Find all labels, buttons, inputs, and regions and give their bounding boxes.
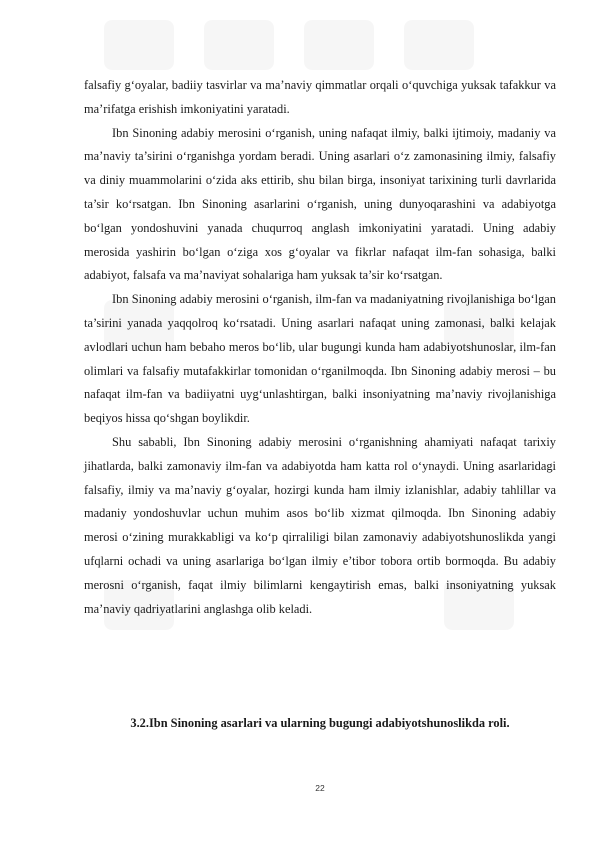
paragraph: falsafiy g‘oyalar, badiiy tasvirlar va ma’naviy qimmatlar orqali o‘quvchiga yuksak tafakkur va ma’rifatga erishish imkoniyatini yaratadi. xyxy=(84,78,556,116)
body-text xyxy=(84,74,556,621)
paragraph: Ibn Sinoning adabiy merosini o‘rganish, ilm-fan va madaniyatning rivojlanishiga bo‘lgan ta’sirini yanada yaqqolroq ko‘rsatadi. Uning asarlari nafaqat uning zamonasi, balki kelajak avlodlari uchun ham bebaho meros bo‘lib, ular bugungi kunda ham adabiyotshunoslar, ilm-fan olimlari va falsafiy mutafakkirlar tomonidan o‘rganilmoqda. Ibn Sinoning adabiy merosi – bu nafaqat ilm-fan va badiiyatni uyg‘unlashtirgan, balki insoniyatning ma’naviy rivojlanishiga beqiyos hissa qo‘shgan boylikdir. xyxy=(84,292,556,426)
paragraph: Shu sababli, Ibn Sinoning adabiy merosini o‘rganishning ahamiyati nafaqat tarixiy jihatlarda, balki zamonaviy ilm-fan va adabiyotda ham katta rol o‘ynaydi. Uning asarlaridagi falsafiy, ilmiy va ma’naviy g‘oyalar, hozirgi kunda ham ilmiy izlanishlar, adabiy tahlillar va madaniy yondoshuvlar uchun muhim asos bo‘lib xizmat qilmoqda. Ibn Sinoning adabiy merosi o‘zining murakkabligi va ko‘p qirraliligi bilan zamonaviy adabiyotshunoslikda yangi ufqlarni ochadi va uning asarlariga bo‘lgan ilmiy e’tibor tobora ortib bormoqda. Bu adabiy merosni o‘rganish, faqat ilmiy bilimlarni kengaytirish emas, balki insoniyatning yuksak ma’naviy qadriyatlarini anglashga olib keladi. xyxy=(84,434,556,616)
section-heading: 3.2.Ibn Sinoning asarlari va ularning bugungi adabiyotshunoslikda roli. xyxy=(130,716,510,730)
paragraph: Ibn Sinoning adabiy merosini o‘rganish, uning nafaqat ilmiy, balki ijtimoiy, madaniy va ma’naviy ta’sirini o‘rganishga yordam beradi. Uning asarlari o‘z zamonasining ilmiy, falsafiy va diniy muammolarini o‘zida aks ettirib, shu bilan birga, insoniyat tarixining turli davrlarida ta’sir ko‘rsatgan. Ibn Sinoning asarlarini o‘rganish, uning dunyoqarashini va adabiyotga bo‘lgan yondoshuvini yanada chuqurroq anglash imkoniyatini yaratadi. Uning adabiy merosida yashirin bo‘lgan o‘ziga xos g‘oyalar va fikrlar nafaqat ilm-fan sohasiga, balki adabiyot, falsafa va ma’naviyat sohalariga ham yuksak ta’sir ko‘rsatgan. xyxy=(84,125,556,283)
page-number: 22 xyxy=(315,783,325,793)
document-page xyxy=(84,0,556,842)
